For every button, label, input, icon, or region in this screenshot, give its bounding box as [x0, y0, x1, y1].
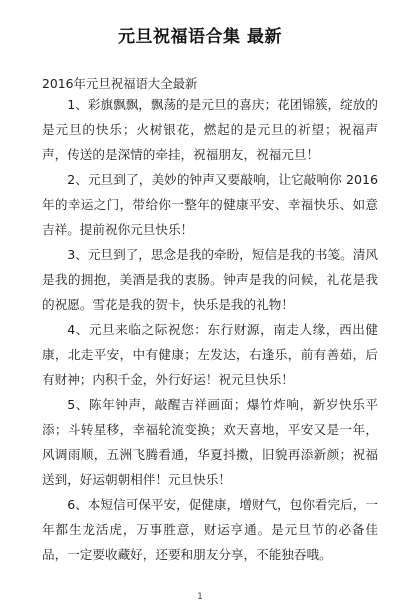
document-subtitle: 2016年元旦祝福语大全最新: [42, 76, 198, 91]
paragraph-4: 4、元旦来临之际祝您：东行财源，南走人缘，西出健康，北走平安，中有健康；左发达，右逢乐，前有善茹，后有财神；内积千金，外行好运！祝元旦快乐！: [42, 322, 378, 387]
paragraph-1: 1、彩旗飘飘，飘荡的是元旦的喜庆；花团锦簇，绽放的是元旦的快乐；火树银花，燃起的是元旦的祈望；祝福声声，传送的是深情的牵挂，祝福朋友，祝福元旦！: [42, 97, 378, 162]
paragraph-6: 6、本短信可保平安，促健康，增财气，包你看完后，一年都生龙活虎，万事胜意，财运亨通。是元旦节的必备佳品，一定要收藏好，还要和朋友分享，不能独吞哦。: [42, 497, 378, 562]
paragraph-5: 5、陈年钟声，敲醒吉祥画面；爆竹炸响，新岁快乐平添；斗转星移，幸福轮流变换；欢天喜地，平安又是一年，风调雨顺，五洲飞腾看通，华夏抖擞，旧貌再添新颜；祝福送到，好运朝朝相伴！元旦快乐！: [42, 397, 378, 487]
paragraph-3: 3、元旦到了，思念是我的牵盼，短信是我的书笺。清风是我的拥抱，美酒是我的衷肠。钟声是我的问候，礼花是我的祝愿。雪花是我的贺卡，快乐是我的礼物！: [42, 247, 378, 312]
paragraph-2: 2、元旦到了，美妙的钟声又要敲响，让它敲响你 2016 年的幸运之门，带给你一整年的健康平安、幸福快乐、如意吉祥。提前祝你元旦快乐！: [42, 172, 378, 237]
document-body: [42, 92, 378, 567]
document-title: 元旦祝福语合集 最新: [118, 27, 282, 47]
page-number: 1: [197, 592, 203, 602]
